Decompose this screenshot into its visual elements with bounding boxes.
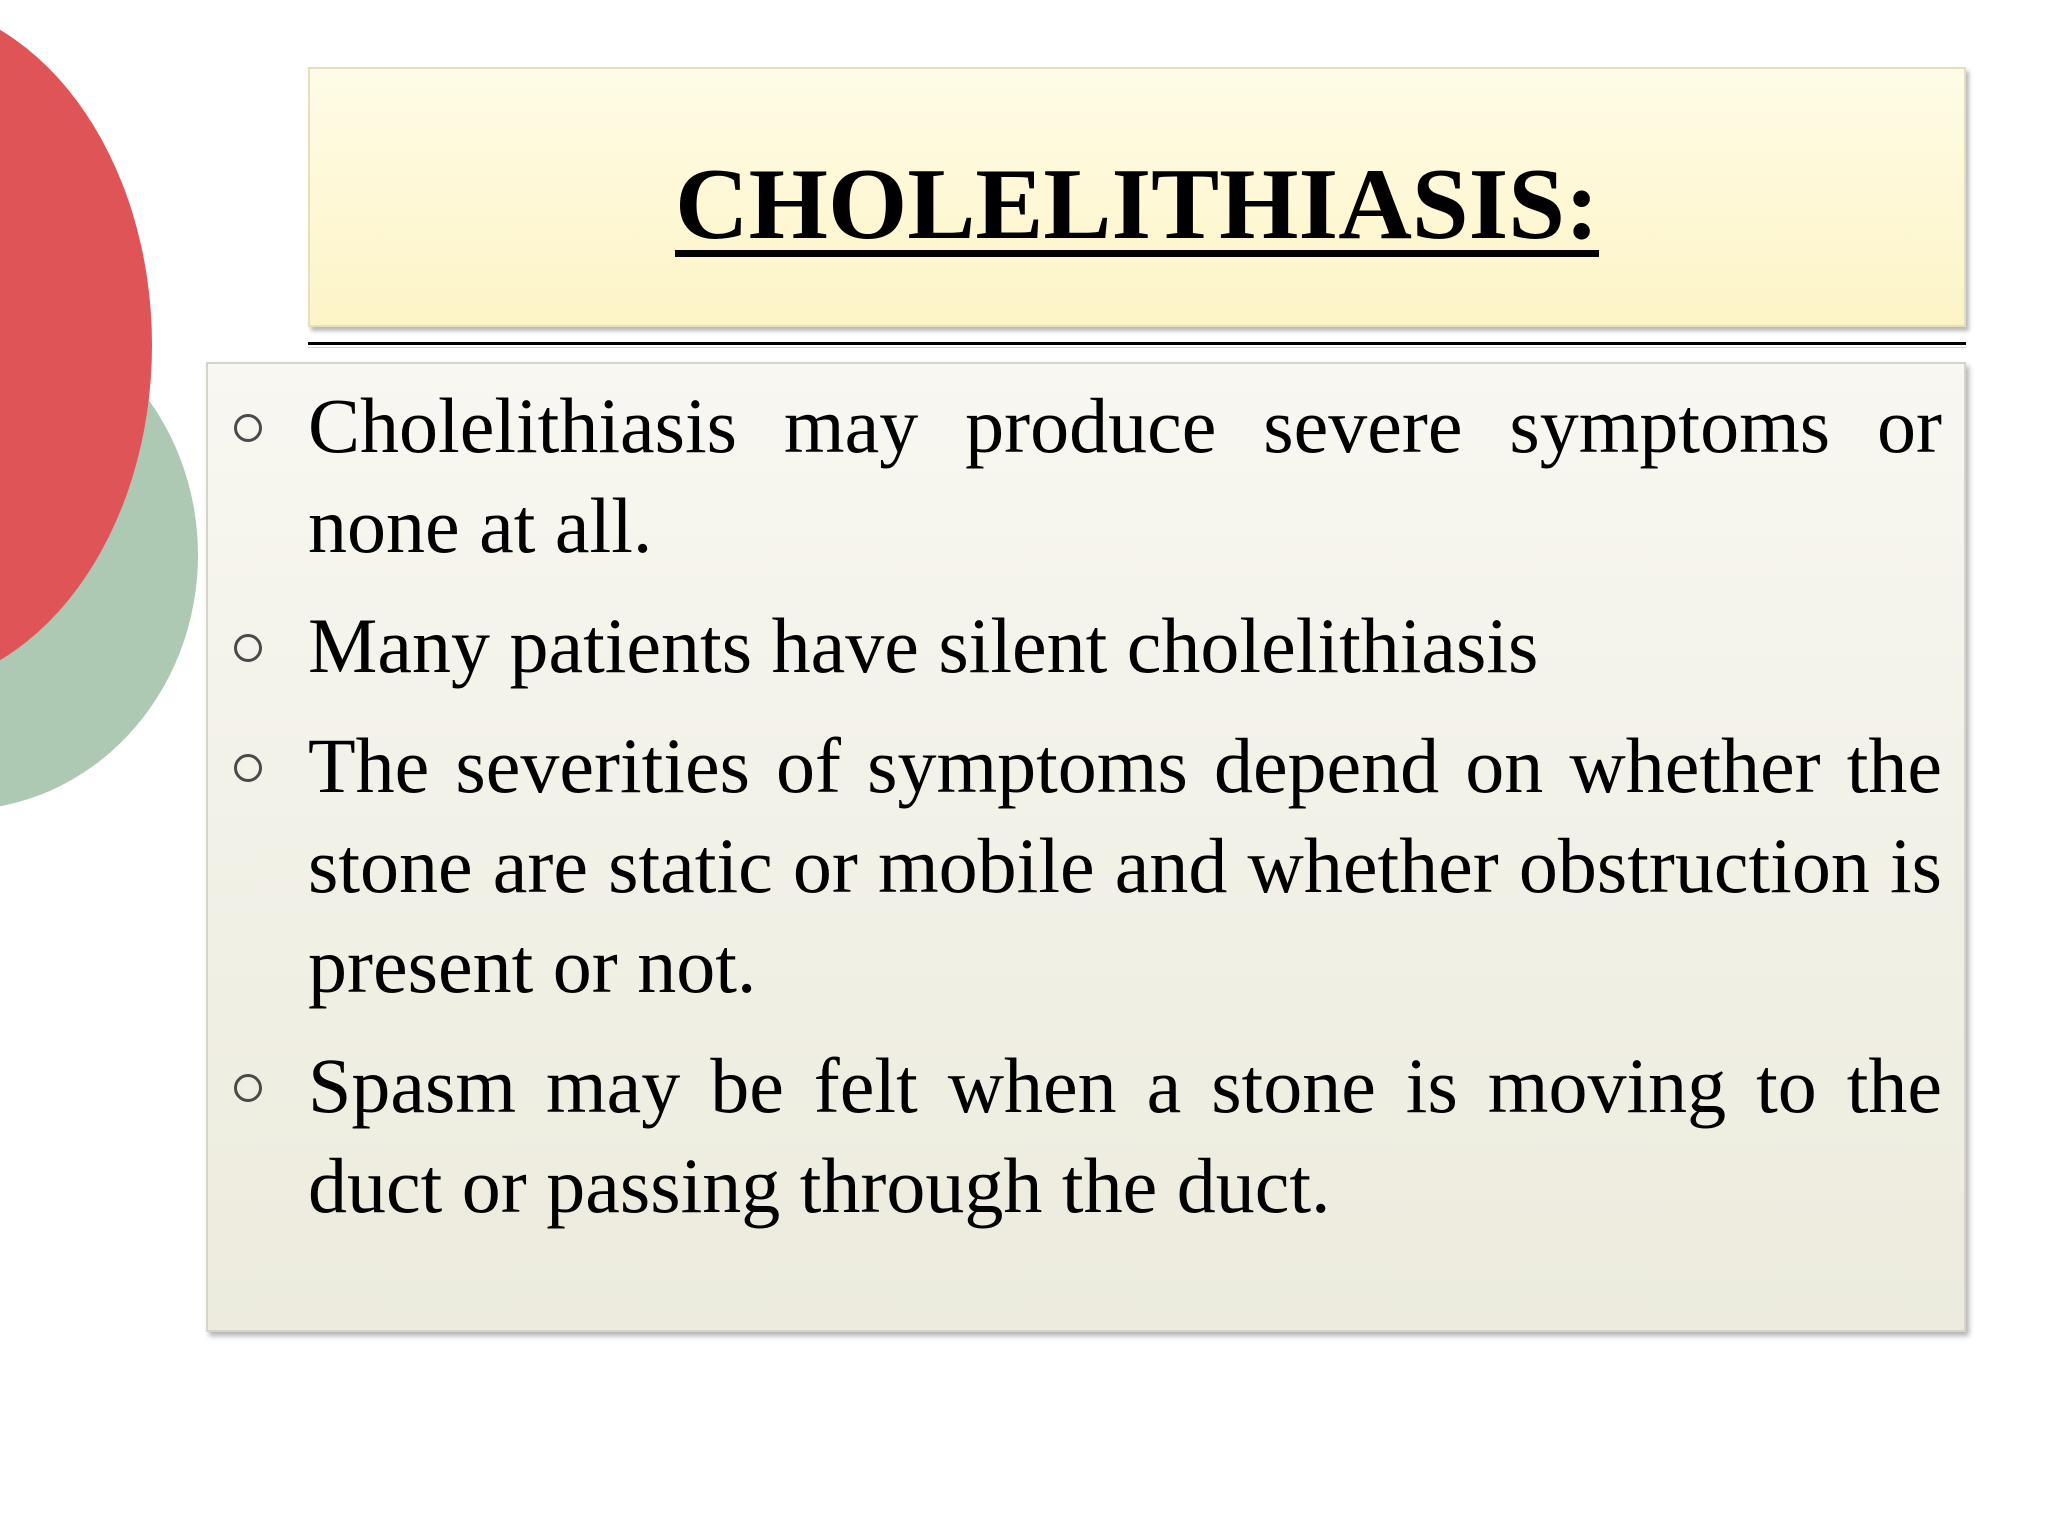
bullet-item	[208, 716, 1964, 1016]
content-box	[206, 362, 1966, 1332]
bullet-item	[208, 1036, 1964, 1236]
title-box	[308, 67, 1966, 327]
bullet-text: Many patients have silent cholelithiasis	[308, 602, 1539, 689]
bullet-text: Spasm may be felt when a stone is moving to the duct or passing through the duct.	[308, 1042, 1942, 1229]
slide-title: CHOLELITHIASIS:	[675, 148, 1599, 261]
hollow-circle-bullet-icon	[234, 414, 262, 442]
bullet-item	[208, 596, 1964, 696]
hollow-circle-bullet-icon	[234, 1074, 262, 1102]
hollow-circle-bullet-icon	[234, 634, 262, 662]
bullet-item	[208, 376, 1964, 576]
bullet-list	[208, 376, 1964, 1256]
title-divider-shadow	[308, 347, 1966, 348]
title-divider	[308, 342, 1966, 345]
bullet-text: The severities of symptoms depend on whether the stone are static or mobile and whether obstruction is present or not.	[308, 722, 1942, 1009]
hollow-circle-bullet-icon	[234, 754, 262, 782]
bullet-text: Cholelithiasis may produce severe symptoms or none at all.	[308, 382, 1942, 569]
